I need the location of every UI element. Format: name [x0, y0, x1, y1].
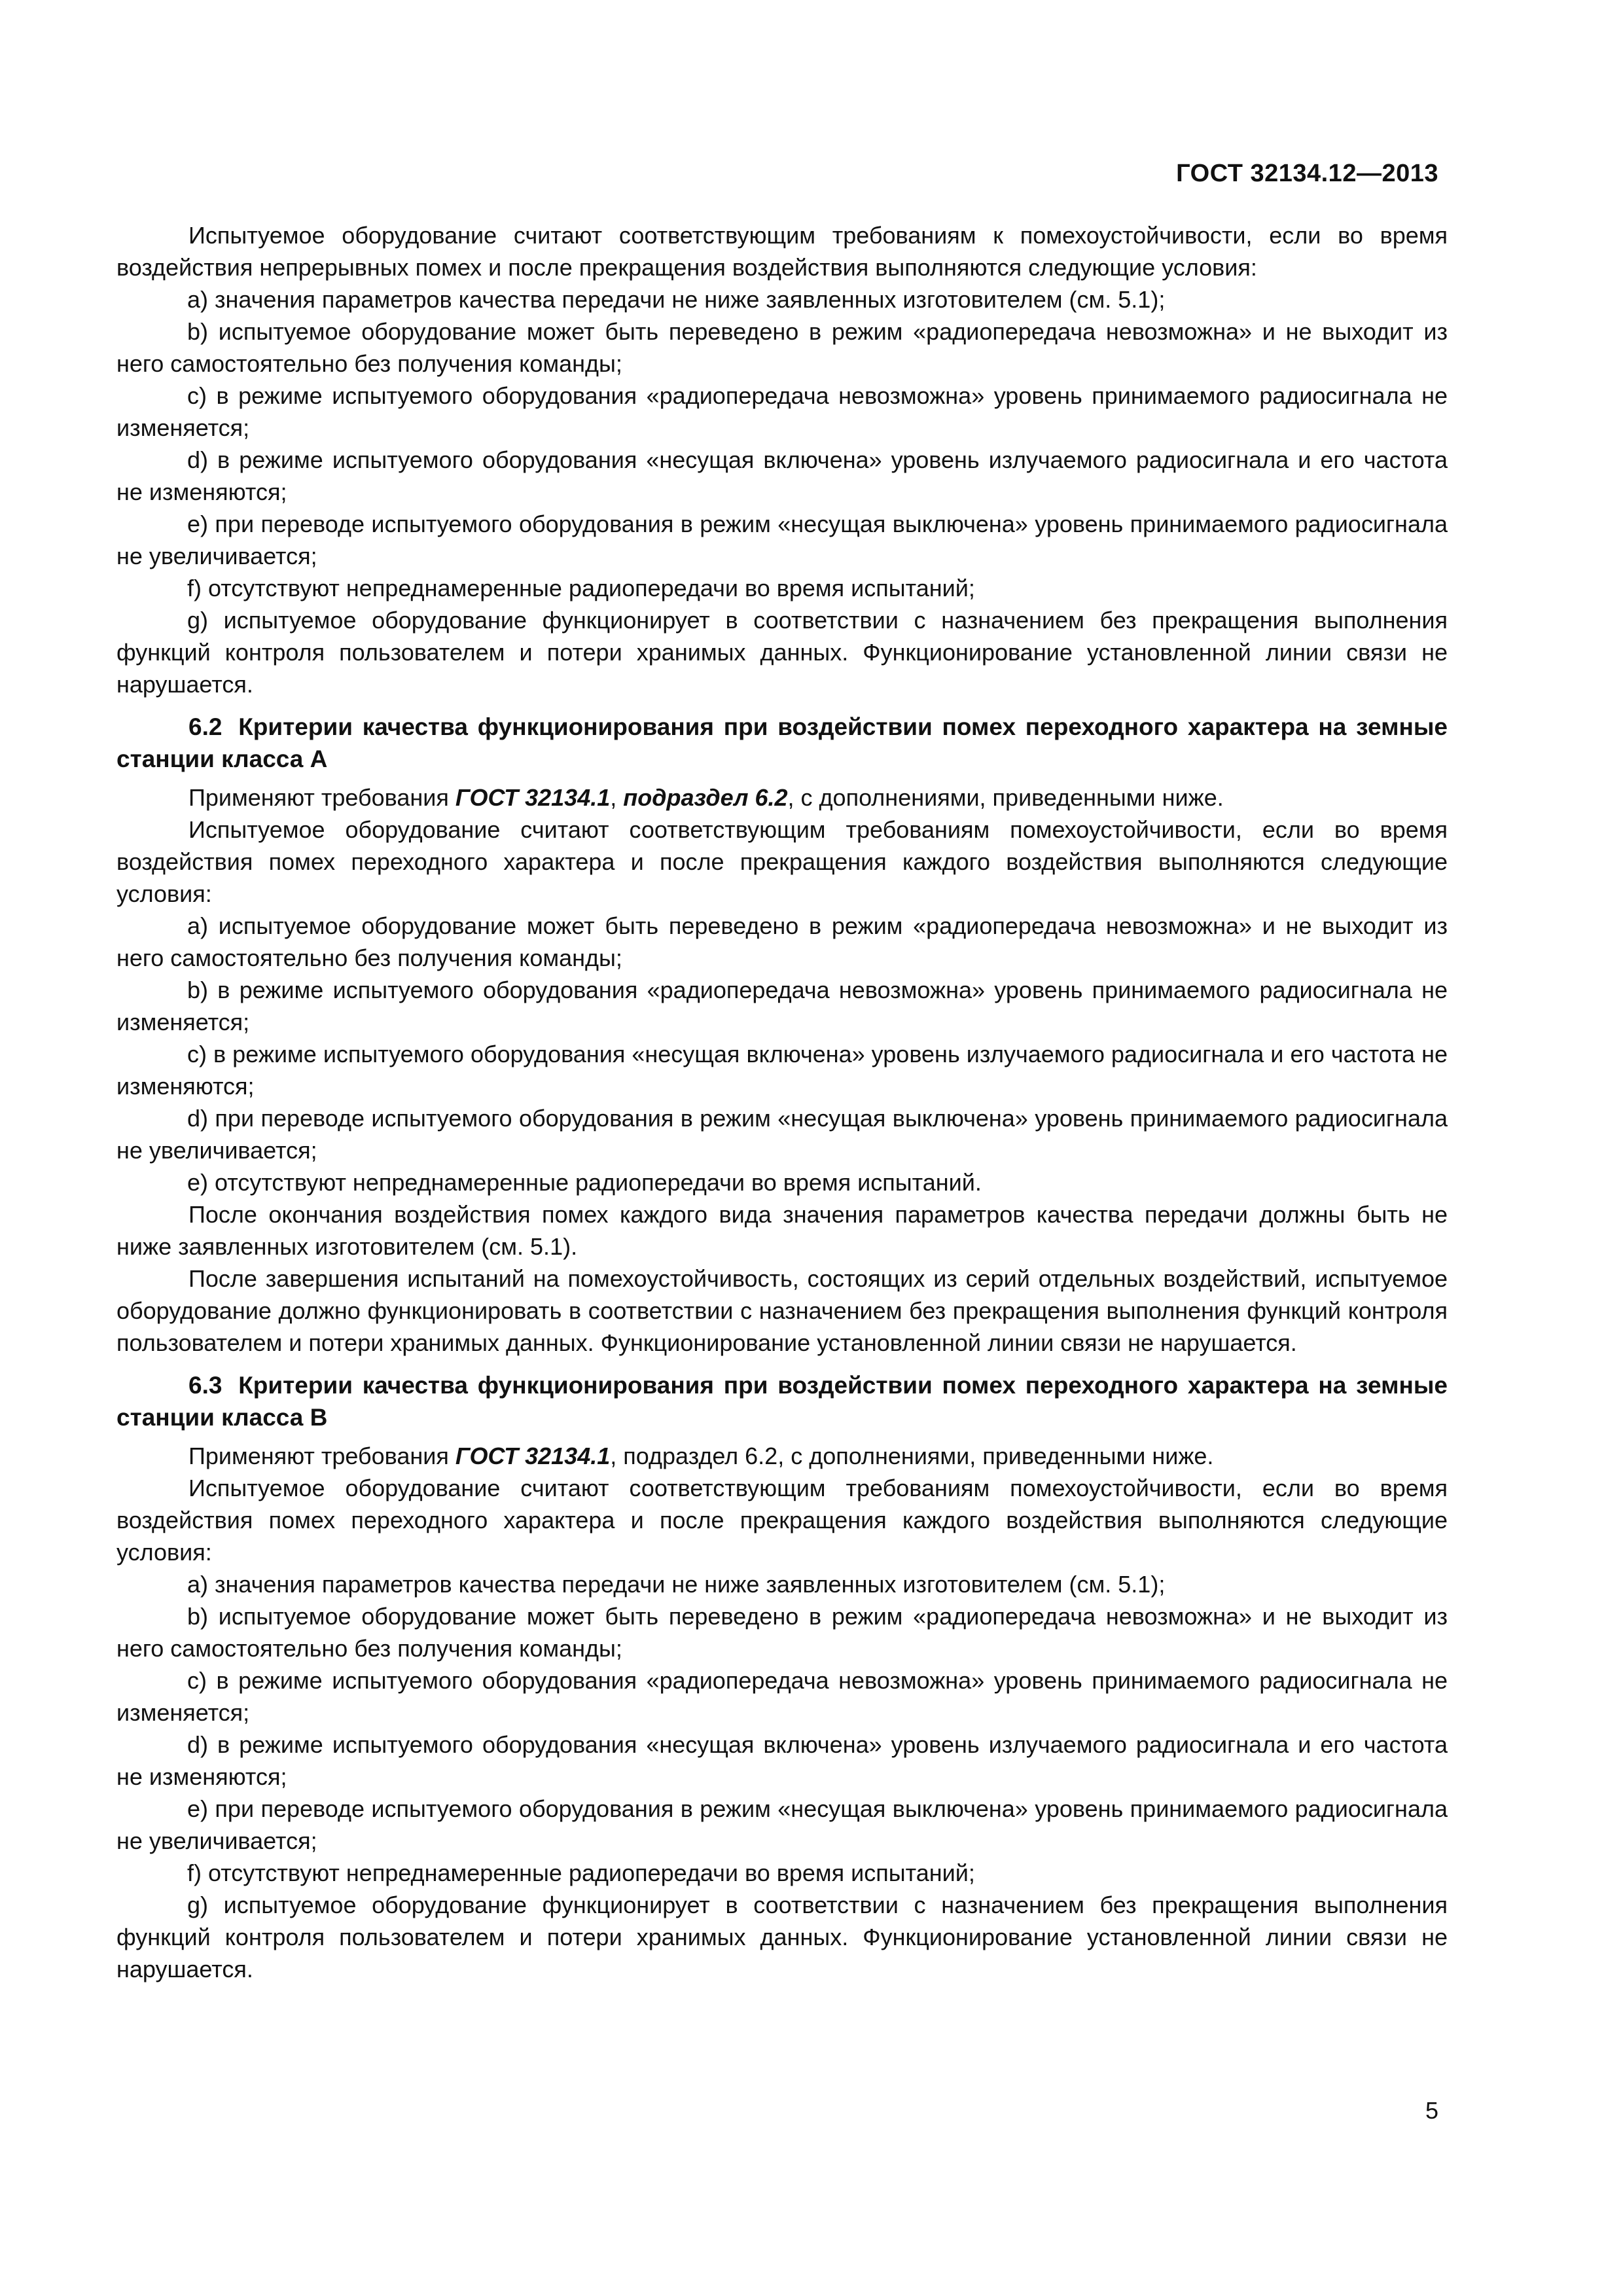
document-code-header: ГОСТ 32134.12—2013	[1176, 160, 1438, 187]
section-6-2-item-b: b) в режиме испытуемого оборудования «радиопередача невозможна» уровень принимаемого радиосигнала не изменяется;	[116, 977, 1448, 1035]
requirements-prefix: Применяют требования	[188, 1443, 455, 1469]
standard-reference: ГОСТ 32134.1	[455, 784, 611, 811]
intro-item-c: c) в режиме испытуемого оборудования «радиопередача невозможна» уровень принимаемого радиосигнала не изменяется;	[116, 382, 1448, 441]
requirements-separator: ,	[610, 784, 624, 811]
intro-item-f: f) отсутствуют непреднамеренные радиопередачи во время испытаний;	[187, 575, 975, 601]
section-6-3-item-a: a) значения параметров качества передачи не ниже заявленных изготовителем (см. 5.1);	[187, 1571, 1166, 1598]
section-6-2-paragraph-1: Испытуемое оборудование считают соответствующим требованиям помехоустойчивости, если во время воздействия помех переходного характера и после прекращения каждого воздействия выполняются следующие условия:	[116, 816, 1448, 907]
page-number: 5	[1425, 2097, 1438, 2124]
requirements-suffix: , с дополнениями, приведенными ниже.	[787, 784, 1224, 811]
section-6-3-heading	[116, 1369, 1448, 1433]
section-6-2-paragraph-3: После завершения испытаний на помехоустойчивость, состоящих из серий отдельных воздействий, испытуемое оборудование должно функционировать в соответствии с назначением без прекращения выполнения функций контроля пользователем и потери хранимых данных. Функционирование установленной линии связи не нарушается.	[116, 1265, 1448, 1356]
page-body	[116, 219, 1448, 1985]
section-6-2-title: Критерии качества функционирования при воздействии помех переходного характера на земные станции класса А	[116, 713, 1448, 772]
section-6-3-item-e: e) при переводе испытуемого оборудования в режим «несущая выключена» уровень принимаемого радиосигнала не увеличивается;	[116, 1795, 1448, 1854]
section-6-3-number: 6.3	[188, 1372, 223, 1399]
standard-reference: ГОСТ 32134.1	[455, 1443, 611, 1469]
section-6-3-item-b: b) испытуемое оборудование может быть переведено в режим «радиопередача невозможна» и не выходит из него самостоятельно без получения команды;	[116, 1603, 1448, 1662]
intro-item-a: а) значения параметров качества передачи не ниже заявленных изготовителем (см. 5.1);	[187, 286, 1166, 313]
section-6-3-item-f: f) отсутствуют непреднамеренные радиопередачи во время испытаний;	[187, 1859, 975, 1886]
subsection-reference: подраздел 6.2	[623, 784, 788, 811]
section-6-3-item-d: d) в режиме испытуемого оборудования «несущая включена» уровень излучаемого радиосигнала и его частота не изменяются;	[116, 1731, 1448, 1790]
section-6-2-number: 6.2	[188, 713, 223, 740]
section-6-2-requirements	[116, 781, 1448, 814]
section-6-2-paragraph-2: После окончания воздействия помех каждого вида значения параметров качества передачи должны быть не ниже заявленных изготовителем (см. 5.1).	[116, 1201, 1448, 1260]
section-6-2-item-e: e) отсутствуют непреднамеренные радиопередачи во время испытаний.	[187, 1169, 982, 1196]
requirements-suffix: , подраздел 6.2, с дополнениями, приведенными ниже.	[610, 1443, 1214, 1469]
section-6-3-item-c: c) в режиме испытуемого оборудования «радиопередача невозможна» уровень принимаемого радиосигнала не изменяется;	[116, 1667, 1448, 1726]
intro-item-b: b) испытуемое оборудование может быть переведено в режим «радиопередача невозможна» и не выходит из него самостоятельно без получения команды;	[116, 318, 1448, 377]
requirements-prefix: Применяют требования	[188, 784, 455, 811]
intro-item-d: d) в режиме испытуемого оборудования «несущая включена» уровень излучаемого радиосигнала и его частота не изменяются;	[116, 446, 1448, 505]
intro-item-g: g) испытуемое оборудование функционирует в соответствии с назначением без прекращения выполнения функций контроля пользователем и потери хранимых данных. Функционирование установленной линии связи не нарушается.	[116, 607, 1448, 698]
section-6-2-item-d: d) при переводе испытуемого оборудования в режим «несущая выключена» уровень принимаемого радиосигнала не увеличивается;	[116, 1105, 1448, 1164]
section-6-3-item-g: g) испытуемое оборудование функционирует в соответствии с назначением без прекращения выполнения функций контроля пользователем и потери хранимых данных. Функционирование установленной линии связи не нарушается.	[116, 1892, 1448, 1982]
section-6-2-item-c: c) в режиме испытуемого оборудования «несущая включена» уровень излучаемого радиосигнала и его частота не изменяются;	[116, 1041, 1448, 1100]
intro-item-e: e) при переводе испытуемого оборудования в режим «несущая выключена» уровень принимаемого радиосигнала не увеличивается;	[116, 511, 1448, 569]
section-6-2-heading	[116, 711, 1448, 775]
section-6-3-paragraph-1: Испытуемое оборудование считают соответствующим требованиям помехоустойчивости, если во время воздействия помех переходного характера и после прекращения каждого воздействия выполняются следующие условия:	[116, 1475, 1448, 1566]
section-6-3-title: Критерии качества функционирования при воздействии помех переходного характера на земные станции класса В	[116, 1372, 1448, 1431]
section-6-2-item-a: a) испытуемое оборудование может быть переведено в режим «радиопередача невозможна» и не выходит из него самостоятельно без получения команды;	[116, 912, 1448, 971]
section-6-3-requirements	[116, 1440, 1448, 1472]
intro-paragraph: Испытуемое оборудование считают соответствующим требованиям к помехоустойчивости, если во время воздействия непрерывных помех и после прекращения воздействия выполняются следующие условия:	[116, 222, 1448, 281]
